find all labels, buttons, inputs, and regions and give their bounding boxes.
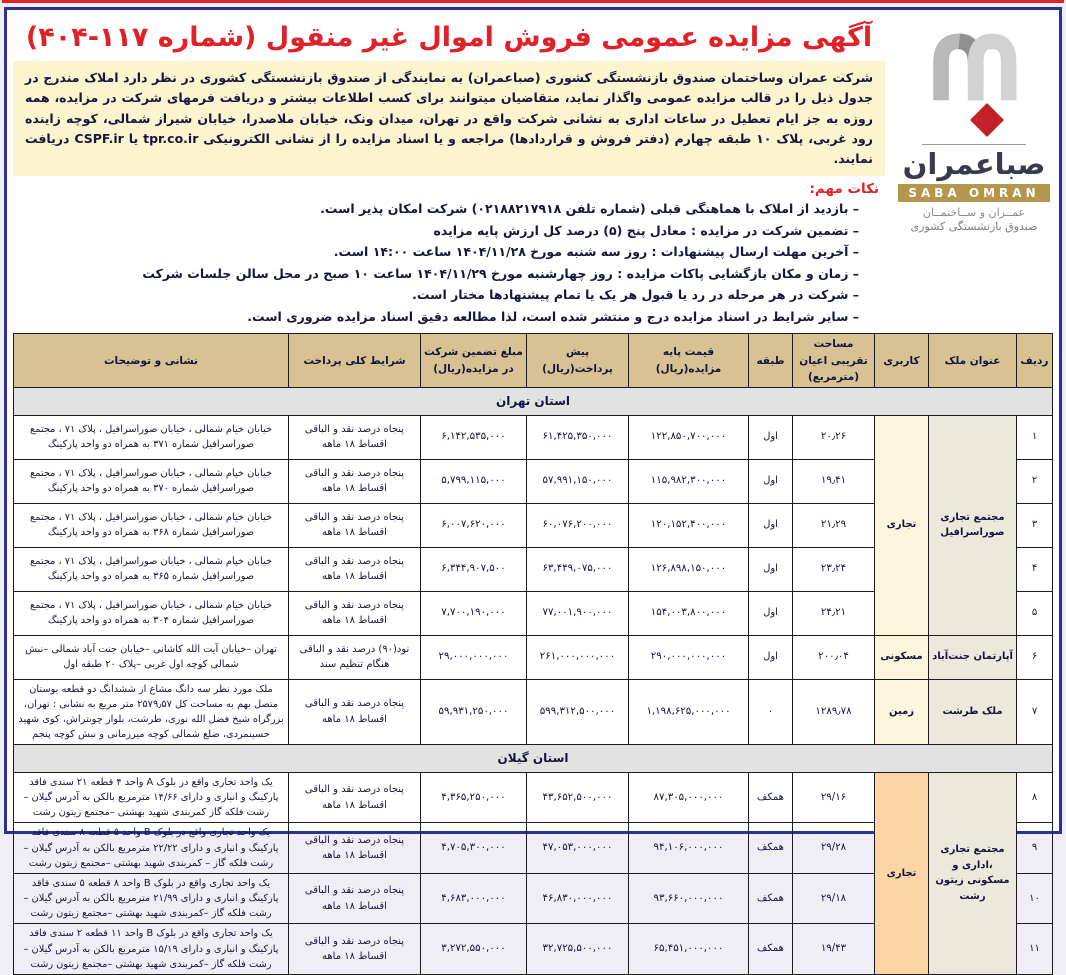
base-price-cell: ۱,۱۹۸,۶۲۵,۰۰۰,۰۰۰ — [629, 679, 749, 745]
address-cell: ملک مورد نظر سه دانگ مشاع از ششدانگ دو قطعه بوستان متصل بهم به مساحت کل ۲۵۷۹٫۵۷ متر مربع به نشانی : تهران، بزرگراه شیخ فضل الله نوری، طرشت، بلوار چوبتراش، کوی شهید حسینمردی، ضلع شمالی کوچه میرزمانی و نبش کوچه پنجم — [14, 679, 289, 745]
address-cell: خیابان خیام شمالی ، خیابان صوراسرافیل ، پلاک ۷۱ ، مجتمع صوراسرافیل شماره ۳۶۸ به همراه دو واحد پارکینگ — [14, 503, 289, 547]
prepayment-cell: ۴۷,۰۵۳,۰۰۰,۰۰۰ — [527, 823, 629, 874]
table-row — [14, 679, 1053, 745]
payment-terms-cell: پنجاه درصد نقد و الباقی اقساط ۱۸ ماهه — [289, 679, 421, 745]
intro-paragraph: شرکت عمران وساختمان صندوق بازنشستگی کشوری (صباعمران) به نمایندگی از صندوق بازنشستگی کشوری در نظر دارد املاک مندرج در جدول ذیل را در قالب مزایده عمومی واگذار نماید، متقاضیان میتوانند برای کسب اطلاعات بیشتر و دریافت فرمهای شرکت در مزایده، همه روزه به جز ایام تعطیل در ساعات اداری به نشانی شرکت واقع در تهران، میدان ونک، خیابان ملاصدرا، خیابان شیراز شمالی، کوچه زاینده رود غربی، پلاک ۱۰ طبقه چهارم (دفتر فروش و قراردادها) مراجعه و یا اسناد مزایده را از نشانی الکترونیکی tpr.co.ir یا CSPF.ir دریافت نمایند. — [13, 61, 885, 176]
ad-header — [13, 14, 1053, 327]
payment-terms-cell: پنجاه درصد نقد و الباقی اقساط ۱۸ ماهه — [289, 503, 421, 547]
floor-cell: همکف — [749, 772, 793, 823]
area-cell: ۲۹/۱۶ — [793, 772, 875, 823]
property-title-cell: آپارتمان جنت‌آباد — [929, 635, 1017, 679]
section-gilan — [14, 745, 1053, 773]
guarantee-cell: ۴,۶۸۳,۰۰۰,۰۰۰ — [421, 873, 527, 924]
area-cell: ۲۴٫۲۱ — [793, 591, 875, 635]
section-tehran — [14, 388, 1053, 416]
auction-table — [13, 333, 1053, 975]
address-cell: خیابان خیام شمالی ، خیابان صوراسرافیل ، پلاک ۷۱ ، مجتمع صوراسرافیل شماره ۳۶۵ به همراه دو واحد پارکینگ — [14, 547, 289, 591]
header-row-no: ردیف — [1017, 334, 1053, 388]
usage-cell: تجاری — [875, 772, 929, 974]
table-header-row — [14, 334, 1053, 388]
note-item: – بازدید از املاک با هماهنگی قبلی (شماره تلفن ۰۲۱۸۸۲۱۷۹۱۸) شرکت امکان پذیر است. — [320, 201, 859, 217]
logo-m-icon — [914, 24, 1034, 102]
base-price-cell: ۱۵۴,۰۰۳,۸۰۰,۰۰۰ — [629, 591, 749, 635]
base-price-cell: ۲۹۰,۰۰۰,۰۰۰,۰۰۰ — [629, 635, 749, 679]
row-number-cell: ۱۰ — [1017, 873, 1053, 924]
base-price-cell: ۱۲۰,۱۵۲,۴۰۰,۰۰۰ — [629, 503, 749, 547]
header-payment-terms: شرایط کلی پرداخت — [289, 334, 421, 388]
logo-diamond-icon — [970, 103, 1004, 137]
prepayment-cell: ۶۳,۴۴۹,۰۷۵,۰۰۰ — [527, 547, 629, 591]
note-item: – زمان و مکان بازگشایی پاکات مزایده : روز چهارشنبه مورخ ۱۴۰۴/۱۱/۲۹ ساعت ۱۰ صبح در محل سالن جلسات شرکت — [142, 265, 859, 281]
area-cell: ۲۳٫۲۴ — [793, 547, 875, 591]
logo-divider — [922, 144, 1026, 145]
address-cell: خیابان خیام شمالی ، خیابان صوراسرافیل ، پلاک ۷۱ ، مجتمع صوراسرافیل شماره ۳۷۱ به همراه دو واحد پارکینگ — [14, 415, 289, 459]
base-price-cell: ۱۱۵,۹۸۲,۳۰۰,۰۰۰ — [629, 459, 749, 503]
row-number-cell: ۵ — [1017, 591, 1053, 635]
address-cell: خیابان خیام شمالی ، خیابان صوراسرافیل ، پلاک ۷۱ ، مجتمع صوراسرافیل شماره ۳۷۰ به همراه دو واحد پارکینگ — [14, 459, 289, 503]
note-item: – تضمین شرکت در مزایده : معادل پنج (۵) درصد کل ارزش پایه مزایده — [433, 222, 859, 238]
guarantee-cell: ۵,۷۹۹,۱۱۵,۰۰۰ — [421, 459, 527, 503]
ad-frame — [4, 7, 1062, 970]
row-number-cell: ۱۱ — [1017, 924, 1053, 975]
saba-omran-logo — [895, 14, 1053, 327]
guarantee-cell: ۲۹,۰۰۰,۰۰۰,۰۰۰ — [421, 635, 527, 679]
guarantee-cell: ۳,۲۷۲,۵۵۰,۰۰۰ — [421, 924, 527, 975]
prepayment-cell: ۴۳,۶۵۲,۵۰۰,۰۰۰ — [527, 772, 629, 823]
base-price-cell: ۹۳,۶۶۰,۰۰۰,۰۰۰ — [629, 873, 749, 924]
payment-terms-cell: پنجاه درصد نقد و الباقی اقساط ۱۸ ماهه — [289, 772, 421, 823]
payment-terms-cell: پنجاه درصد نقد و الباقی اقساط ۱۸ ماهه — [289, 823, 421, 874]
area-cell: ۱۹٫۴۱ — [793, 459, 875, 503]
floor-cell: ۰ — [749, 679, 793, 745]
prepayment-cell: ۳۲,۷۲۵,۵۰۰,۰۰۰ — [527, 924, 629, 975]
prepayment-cell: ۴۶,۸۳۰,۰۰۰,۰۰۰ — [527, 873, 629, 924]
area-cell: ۲۹/۱۸ — [793, 873, 875, 924]
prepayment-cell: ۵۷,۹۹۱,۱۵۰,۰۰۰ — [527, 459, 629, 503]
area-cell: ۱۹/۴۳ — [793, 924, 875, 975]
floor-cell: اول — [749, 503, 793, 547]
logo-name-fa: صباعمران — [902, 147, 1046, 181]
header-prepayment: پیش پرداخت(ریال) — [527, 334, 629, 388]
header-floor: طبقه — [749, 334, 793, 388]
logo-subtitle-1: عمــران و ســاختمــان — [922, 206, 1026, 220]
note-item: – شرکت در هر مرحله در رد یا قبول هر یک یا تمام پیشنهادها مختار است. — [412, 287, 859, 303]
row-number-cell: ۲ — [1017, 459, 1053, 503]
header-address: نشانی و توضیحات — [14, 334, 289, 388]
base-price-cell: ۸۷,۳۰۵,۰۰۰,۰۰۰ — [629, 772, 749, 823]
prepayment-cell: ۵۹۹,۳۱۲,۵۰۰,۰۰۰ — [527, 679, 629, 745]
header-base-price: قیمت پایه مزایده(ریال) — [629, 334, 749, 388]
payment-terms-cell: پنجاه درصد نقد و الباقی اقساط ۱۸ ماهه — [289, 873, 421, 924]
table-row — [14, 635, 1053, 679]
area-cell: ۱۲۸۹٫۷۸ — [793, 679, 875, 745]
header-guarantee: مبلغ تضمین شرکت در مزایده(ریال) — [421, 334, 527, 388]
address-cell: تهران –خیابان آیت الله کاشانی –خیابان جنت آباد شمالی –نبش شمالی کوچه اول غربی –پلاک ۲۰ طبقه اول — [14, 635, 289, 679]
payment-terms-cell: پنجاه درصد نقد و الباقی اقساط ۱۸ ماهه — [289, 591, 421, 635]
payment-terms-cell: پنجاه درصد نقد و الباقی اقساط ۱۸ ماهه — [289, 415, 421, 459]
guarantee-cell: ۴,۷۰۵,۳۰۰,۰۰۰ — [421, 823, 527, 874]
row-number-cell: ۳ — [1017, 503, 1053, 547]
guarantee-cell: ۶,۱۴۲,۵۳۵,۰۰۰ — [421, 415, 527, 459]
guarantee-cell: ۷,۷۰۰,۱۹۰,۰۰۰ — [421, 591, 527, 635]
address-cell: یک واحد تجاری واقع در بلوک B واحد ۱۱ قطعه ۲ سندی فاقد پارکینگ و انباری و دارای ۱۵/۱۹ مترمربع بالکن به آدرس گیلان –رشت فلکه گاز –کمربندی شهید بهشتی –مجتمع زیتون رشت — [14, 924, 289, 975]
row-number-cell: ۴ — [1017, 547, 1053, 591]
payment-terms-cell: پنجاه درصد نقد و الباقی اقساط ۱۸ ماهه — [289, 924, 421, 975]
note-item: – آخرین مهلت ارسال پیشنهادات : روز سه شنبه مورخ ۱۴۰۴/۱۱/۲۸ ساعت ۱۴:۰۰ است. — [333, 244, 859, 260]
area-cell: ۲۰٫۲۶ — [793, 415, 875, 459]
payment-terms-cell: پنجاه درصد نقد و الباقی اقساط ۱۸ ماهه — [289, 459, 421, 503]
row-number-cell: ۹ — [1017, 823, 1053, 874]
prepayment-cell: ۲۶۱,۰۰۰,۰۰۰,۰۰۰ — [527, 635, 629, 679]
base-price-cell: ۱۲۲,۸۵۰,۷۰۰,۰۰۰ — [629, 415, 749, 459]
logo-name-en: SABA OMRAN — [898, 184, 1049, 202]
payment-terms-cell: پنجاه درصد نقد و الباقی اقساط ۱۸ ماهه — [289, 547, 421, 591]
header-usage: کاربری — [875, 334, 929, 388]
row-number-cell: ۶ — [1017, 635, 1053, 679]
top-red-rule — [2, 0, 1064, 3]
header-area: مساحت تقریبی اعیان (مترمربع) — [793, 334, 875, 388]
row-number-cell: ۷ — [1017, 679, 1053, 745]
floor-cell: همکف — [749, 823, 793, 874]
address-cell: یک واحد تجاری واقع در بلوک A واحد ۴ قطعه ۲۱ سندی فاقد پارکینگ و انباری و دارای ۱۴/۶۶ مترمربع بالکن به آدرس گیلان –رشت فلکه گاز کمربندی شهید بهشتی –مجتمع زیتون رشت — [14, 772, 289, 823]
address-cell: یک واحد تجاری واقع در بلوک B واحد ۸ قطعه ۵ سندی فاقد پارکینگ و انباری و دارای ۲۱/۹۹ مترمربع بالکن به آدرس گیلان –رشت فلکه گاز –کمربندی شهید بهشتی –مجتمع زیتون رشت — [14, 873, 289, 924]
row-number-cell: ۸ — [1017, 772, 1053, 823]
area-cell: ۲۰۰٫۰۴ — [793, 635, 875, 679]
guarantee-cell: ۵۹,۹۳۱,۲۵۰,۰۰۰ — [421, 679, 527, 745]
floor-cell: اول — [749, 547, 793, 591]
logo-subtitle-2: صندوق بازنشستگی کشوری — [910, 220, 1038, 234]
area-cell: ۲۹/۲۸ — [793, 823, 875, 874]
table-row — [14, 772, 1053, 823]
usage-cell: تجاری — [875, 415, 929, 635]
base-price-cell: ۶۵,۴۵۱,۰۰۰,۰۰۰ — [629, 924, 749, 975]
address-cell: یک واحد تجاری واقع در بلوک B واحد ۵ قطعه ۸ سندی فاقد پارکینگ و انباری و دارای ۲۲/۲۲ مترمربع بالکن به آدرس گیلان –رشت فلکه گاز – کمربندی شهید بهشتی –مجتمع زیتون رشت — [14, 823, 289, 874]
payment-terms-cell: نود(۹۰) درصد نقد و الباقی هنگام تنظیم سند — [289, 635, 421, 679]
floor-cell: همکف — [749, 924, 793, 975]
section-label: استان گیلان — [14, 745, 1053, 773]
floor-cell: همکف — [749, 873, 793, 924]
usage-cell: زمین — [875, 679, 929, 745]
prepayment-cell: ۶۱,۴۲۵,۳۵۰,۰۰۰ — [527, 415, 629, 459]
guarantee-cell: ۶,۳۴۴,۹۰۷,۵۰۰ — [421, 547, 527, 591]
property-title-cell: مجتمع تجاری صوراسرافیل — [929, 415, 1017, 635]
guarantee-cell: ۴,۳۶۵,۲۵۰,۰۰۰ — [421, 772, 527, 823]
note-item: – سایر شرایط در اسناد مزایده درج و منتشر شده است، لذا مطالعه دقیق اسناد مزایده ضروری است. — [247, 308, 859, 324]
guarantee-cell: ۶,۰۰۷,۶۲۰,۰۰۰ — [421, 503, 527, 547]
page-title: آگهی مزایده عمومی فروش اموال غیر منقول (شماره ۱۱۷-۴۰۴) — [25, 22, 873, 53]
floor-cell: اول — [749, 459, 793, 503]
base-price-cell: ۹۴,۱۰۶,۰۰۰,۰۰۰ — [629, 823, 749, 874]
table-row — [14, 415, 1053, 459]
prepayment-cell: ۶۰,۰۷۶,۲۰۰,۰۰۰ — [527, 503, 629, 547]
base-price-cell: ۱۲۶,۸۹۸,۱۵۰,۰۰۰ — [629, 547, 749, 591]
floor-cell: اول — [749, 591, 793, 635]
address-cell: خیابان خیام شمالی ، خیابان صوراسرافیل ، پلاک ۷۱ ، مجتمع صوراسرافیل شماره ۳۰۴ به همراه دو واحد پارکینگ — [14, 591, 289, 635]
section-label: استان تهران — [14, 388, 1053, 416]
header-content — [13, 14, 885, 327]
floor-cell: اول — [749, 415, 793, 459]
prepayment-cell: ۷۷,۰۰۱,۹۰۰,۰۰۰ — [527, 591, 629, 635]
floor-cell: اول — [749, 635, 793, 679]
area-cell: ۲۱٫۲۹ — [793, 503, 875, 547]
property-title-cell: مجتمع تجاری ،اداری و مسکونی زیتون رشت — [929, 772, 1017, 974]
notes-list — [13, 198, 885, 327]
row-number-cell: ۱ — [1017, 415, 1053, 459]
header-property: عنوان ملک — [929, 334, 1017, 388]
usage-cell: مسکونی — [875, 635, 929, 679]
notes-heading: نکات مهم: — [809, 181, 879, 198]
property-title-cell: ملک طرشت — [929, 679, 1017, 745]
